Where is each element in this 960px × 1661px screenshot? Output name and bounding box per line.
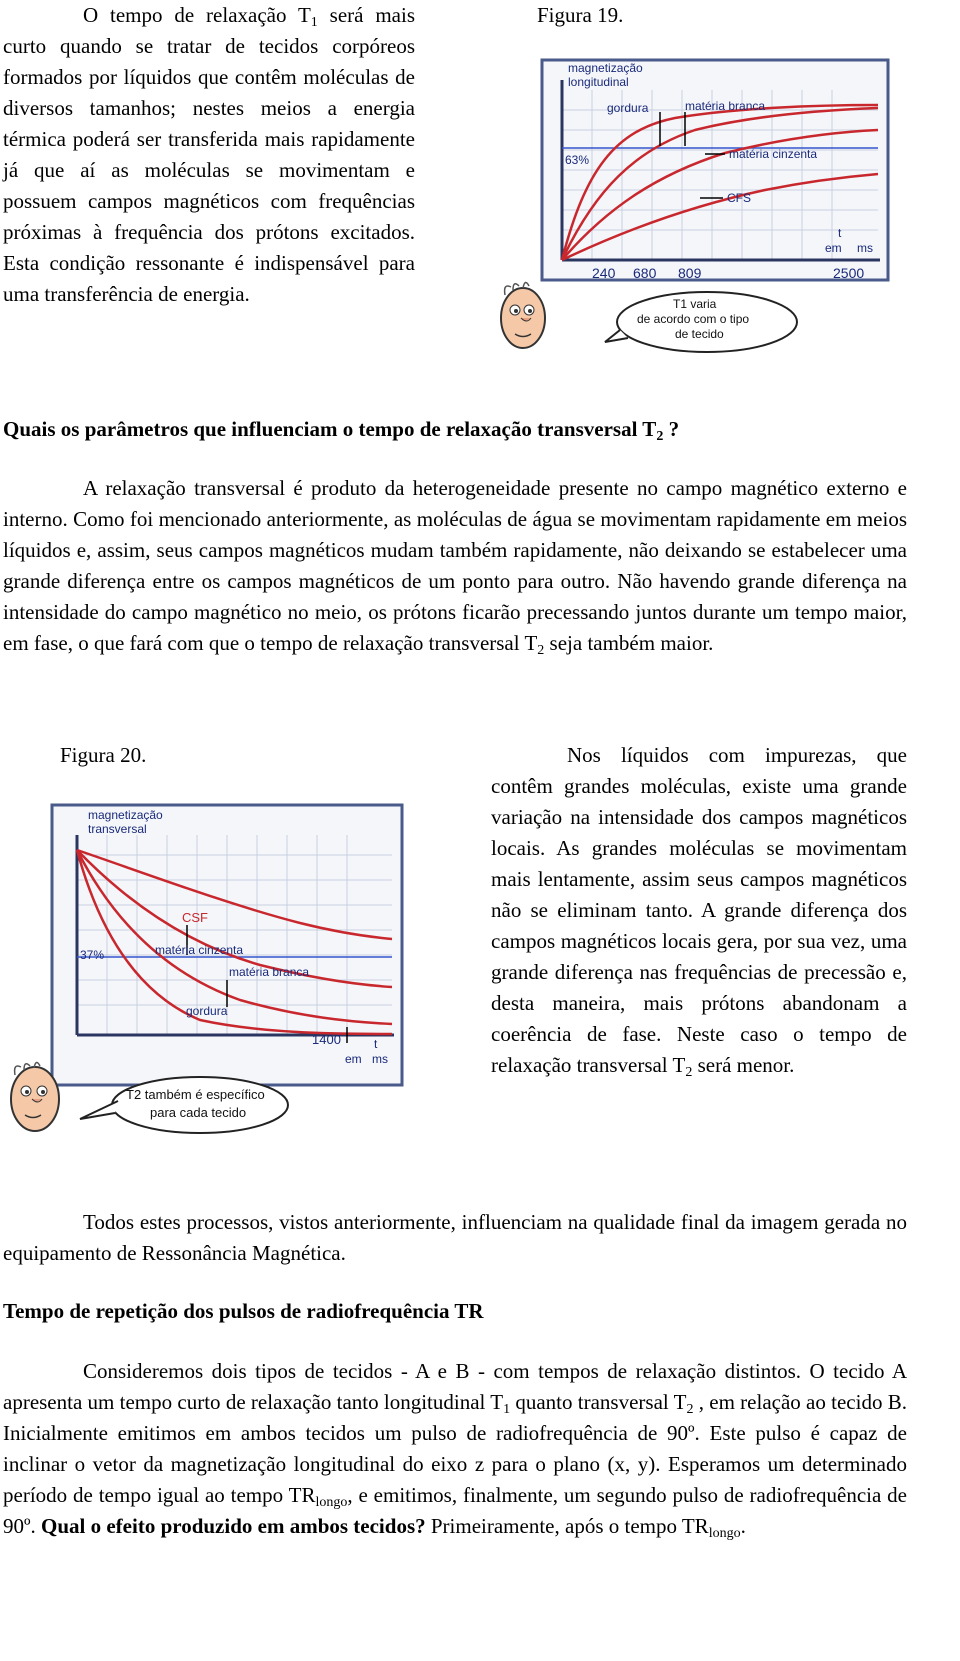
fig19-ms: ms xyxy=(857,241,873,255)
fig20-label-branca: matéria branca xyxy=(229,965,310,979)
fig20-em: em xyxy=(345,1052,362,1066)
fig19-label-branca: matéria branca xyxy=(685,99,766,113)
fig19-bubble-1: T1 varia xyxy=(673,297,717,311)
fig20-ylabel-1: magnetização xyxy=(88,808,163,822)
fig19-ylabel-2: longitudinal xyxy=(568,75,629,89)
fig19-bubble-2: de acordo com o tipo xyxy=(637,312,750,326)
fig20-ms: ms xyxy=(372,1052,388,1066)
fig19-em: em xyxy=(825,241,842,255)
fig20-label-gordura: gordura xyxy=(186,1004,228,1018)
fig19-label-cfs: CFS xyxy=(727,191,751,205)
fig19-label-cinzenta: matéria cinzenta xyxy=(729,147,818,161)
fig20-tick-1400: 1400 xyxy=(312,1032,341,1047)
impurities-paragraph: Nos líquidos com impurezas, que contêm grandes moléculas, existe uma grande variação na intensidade dos campos magnéticos locais. As grandes moléculas se movimentam mais lentamente, assim seus campos magnéticos não se eliminam tanto. A grande diferença dos campos magnéticos locais gera, por sua vez, uma grande diferença nas frequências de precessão e, desta maneira, mais prótons abandonam a coerência de fase. Neste caso o tempo de relaxação transversal $T_2$ será menor. xyxy=(491,743,907,1080)
fig19-bubble-3: de tecido xyxy=(675,327,724,341)
figure-19-chart xyxy=(495,50,915,360)
fig20-label-cinzenta: matéria cinzenta xyxy=(155,943,244,957)
cartoon-face-icon xyxy=(501,282,545,348)
fig20-label-csf: CSF xyxy=(182,910,208,925)
fig19-ylabel-1: magnetização xyxy=(568,61,643,75)
fig19-label-gordura: gordura xyxy=(607,101,649,115)
fig19-pct: 63% xyxy=(565,153,590,167)
tr-paragraph: Consideremos dois tipos de tecidos - A e B - com tempos de relaxação distintos. O tecido A apresenta um tempo curto de relaxação tanto longitudinal $T_1$ quanto transversal $T_2$ , em relação ao tecido B. Inicialmente emitimos em ambos tecidos um pulso de radiofrequência de 90º. Este pulso é capaz de inclinar o vetor da magnetização longitudinal do eixo z para o plano (x, y). Esperamos um determinado período de tempo igual ao tempo $TR_{longo}$, e emitimos, finalmente, um segundo pulso de radiofrequência de 90º. Qual o efeito produzido em ambos tecidos? Primeiramente, após o tempo $TR_{longo}$. xyxy=(3,1359,907,1541)
figure-19-caption: Figura 19. xyxy=(537,3,624,27)
fig20-pct: 37% xyxy=(80,948,105,962)
fig20-ylabel-2: transversal xyxy=(88,822,147,836)
figure-20-caption: Figura 20. xyxy=(60,743,147,767)
fig20-bubble-1: T2 também é específico xyxy=(126,1087,265,1102)
fig20-t: t xyxy=(374,1037,378,1051)
fig19-tick-240: 240 xyxy=(592,265,616,281)
relaxation-t2-paragraph: A relaxação transversal é produto da heterogeneidade presente no campo magnético externo e interno. Como foi mencionado anteriormente, as moléculas de água se movimentam rapidamente em meios líquidos e, assim, seus campos magnéticos mudam também rapidamente, não deixando se estabelecer uma grande diferença entre os campos magnéticos de um ponto para outro. Não havendo grande diferença na intensidade do campo magnético no meio, os prótons ficarão precessando juntos durante um tempo maior, em fase, o que fará com que o tempo de relaxação transversal $T_2$ seja também maior. xyxy=(3,476,907,658)
fig20-bubble-2: para cada tecido xyxy=(150,1105,247,1120)
fig19-tick-809: 809 xyxy=(678,265,702,281)
tr-heading: Tempo de repetição dos pulsos de radiofrequência TR xyxy=(3,1299,484,1323)
fig19-tick-2500: 2500 xyxy=(833,265,865,281)
question-t2-heading: Quais os parâmetros que influenciam o tempo de relaxação transversal $T_2$ ? xyxy=(3,417,680,444)
processes-paragraph: Todos estes processos, vistos anteriormente, influenciam na qualidade final da imagem gerada no equipamento de Ressonância Magnética. xyxy=(3,1210,907,1265)
fig19-tick-680: 680 xyxy=(633,265,657,281)
figure-20-chart xyxy=(0,795,420,1145)
relaxation-t1-paragraph: O tempo de relaxação $T_1$ será mais curto quando se tratar de tecidos corpóreos formados por líquidos que contêm moléculas de diversos tamanhos; nestes meios a energia térmica poderá ser transferida mais rapidamente já que aí as moléculas se movimentam e possuem campos magnéticos com frequências próximas à frequência dos prótons excitados. Esta condição ressonante é indispensável para uma transferência de energia. xyxy=(3,3,415,306)
fig19-t: t xyxy=(838,226,842,240)
